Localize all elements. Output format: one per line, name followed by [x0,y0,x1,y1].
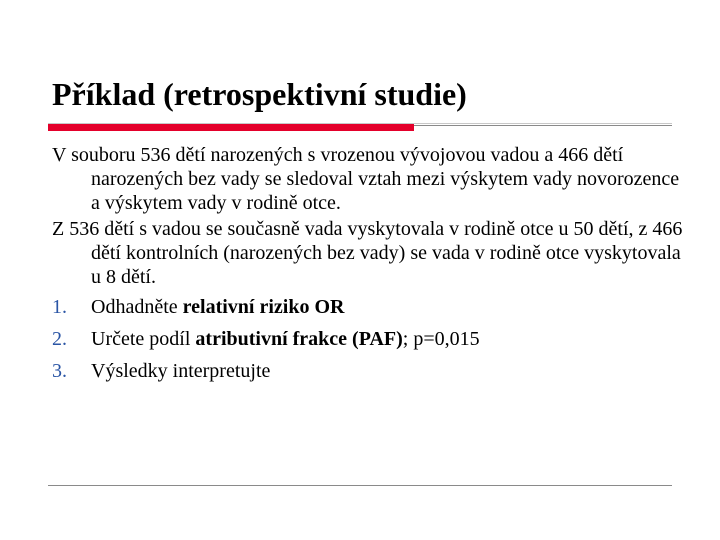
paragraph-study-results: Z 536 dětí s vadou se současně vada vyskytovala v rodině otce u 50 dětí, z 466 dětí kontrolních (narozených bez vady) se vada v rodině otce vyskytovala u 8 dětí. [52,218,683,288]
task-item-2 [52,327,692,351]
task-emphasis: atributivní frakce (PAF) [195,328,403,350]
slide-title: Příklad (retrospektivní studie) [52,76,467,112]
task-item-3 [52,359,692,383]
task-number: 3. [52,360,67,382]
task-item-1 [52,295,692,319]
title-divider-line-right [414,125,672,126]
title-accent-bar [48,124,414,131]
task-text: Určete podíl [91,328,196,350]
task-number: 1. [52,296,67,318]
task-list [52,295,692,383]
task-number: 2. [52,328,67,350]
footer-divider-line [48,485,672,486]
task-text: Výsledky interpretujte [91,360,271,382]
slide-body [52,143,692,383]
task-text: Odhadněte [91,296,183,318]
task-suffix: ; p=0,015 [402,328,480,350]
paragraph-study-description: V souboru 536 dětí narozených s vrozenou vývojovou vadou a 466 dětí narozených bez vady se sledoval vztah mezi výskytem vady novorozence a výskytem vady v rodině otce. [52,144,680,214]
task-emphasis: relativní riziko OR [182,296,345,318]
